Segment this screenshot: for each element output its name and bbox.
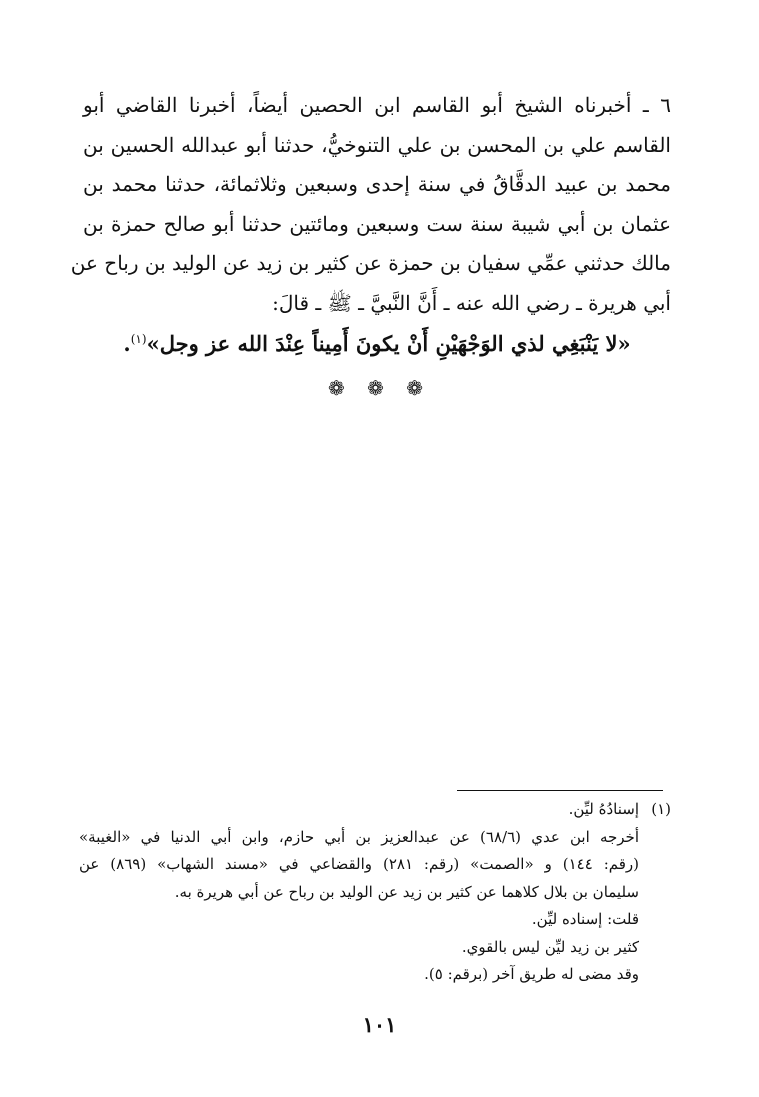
footnote-reference[interactable]: (١) bbox=[130, 332, 147, 346]
flower-ornament-icon: ❁ bbox=[327, 376, 353, 400]
footnote-line: سليمان بن بلال كلاهما عن كثير بن زيد عن الوليد بن رباح عن أبي هريرة به. bbox=[174, 882, 639, 901]
footnotes bbox=[79, 796, 671, 989]
footnote-text: إسنادُهُ ليِّن. bbox=[568, 800, 639, 818]
flower-ornament-icon: ❁ bbox=[367, 376, 392, 400]
footnote-line: وقد مضى له طريق آخر (برقم: ٥). bbox=[424, 965, 639, 983]
main-text bbox=[70, 86, 672, 324]
text-line: مالك حدثني عمِّي سفيان بن حمزة عن كثير بن زيد عن الوليد بن رباح عن bbox=[70, 251, 671, 276]
footnote-line: قلت: إسناده ليِّن. bbox=[531, 910, 639, 928]
hadith-end-mark: . bbox=[123, 331, 131, 356]
footnote-line bbox=[79, 796, 671, 824]
text-line: ٦ ـ أخبرناه الشيخ أبو القاسم ابن الحصين أيضاً، أخبرنا القاضي أبو bbox=[83, 93, 671, 117]
text-line: محمد بن عبيد الدقَّاقُ في سنة إحدى وسبعين وثلاثمائة، حدثنا محمد بن bbox=[83, 172, 672, 197]
footnote-line: أخرجه ابن عدي (٦٨/٦) عن عبدالعزيز بن أبي حازم، وابن أبي الدنيا في «الغيبة» bbox=[79, 827, 639, 846]
hadith-text bbox=[83, 326, 671, 362]
footnote-line: كثير بن زيد ليِّن ليس بالقوي. bbox=[461, 937, 639, 956]
text-line: أبي هريرة ـ رضي الله عنه ـ أَنَّ النَّبيَّ ـ ﷺ ـ قالَ: bbox=[272, 290, 671, 315]
footnote-separator bbox=[457, 790, 663, 791]
section-divider bbox=[0, 376, 759, 400]
footnote-line: (رقم: ١٤٤) و «الصمت» (رقم: ٢٨١) والقضاعي في «مسند الشهاب» (٨٦٩) عن bbox=[79, 855, 639, 873]
text-line: عثمان بن أبي شيبة سنة ست وسبعين ومائتين حدثنا أبو صالح حمزة بن bbox=[83, 211, 671, 236]
page-number: ١٠١ bbox=[362, 1012, 397, 1037]
flower-ornament-icon: ❁ bbox=[406, 376, 431, 400]
hadith-quote: «لا يَنْبَغِي لذي الوَجْهَيْنِ أَنْ يكونَ أَمِيناً عِنْدَ الله عز وجل» bbox=[146, 331, 631, 356]
text-line: القاسم علي بن المحسن بن علي التنوخيُّ، حدثنا أبو عبدالله الحسين بن bbox=[83, 132, 671, 157]
footnote-marker: (١) bbox=[651, 800, 671, 818]
